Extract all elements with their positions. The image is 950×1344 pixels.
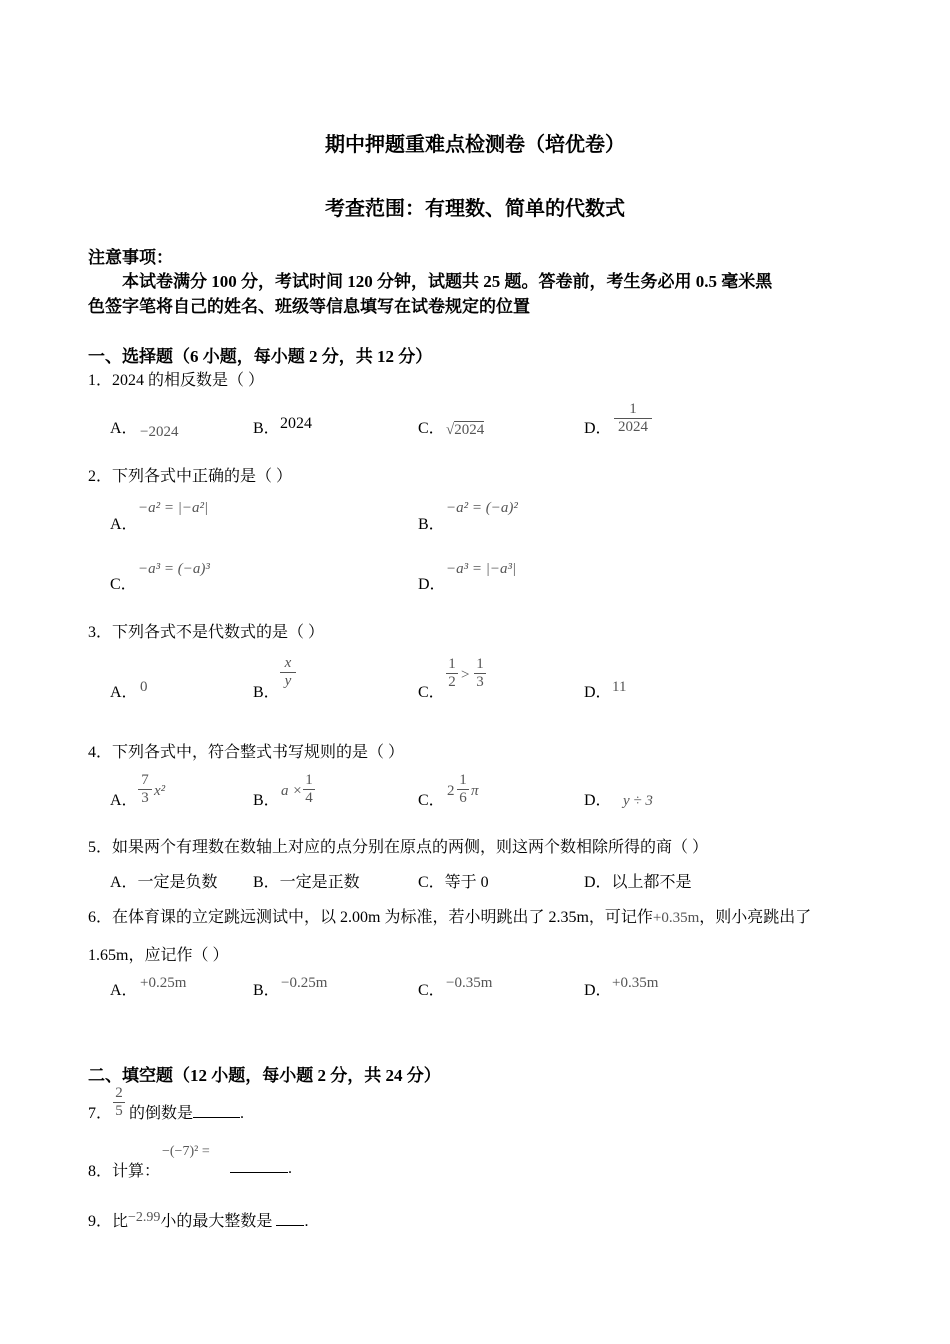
q2-option-d-math: −a³ = |−a³| [446,561,517,577]
q2-option-c-label: C． [110,576,137,593]
q7-number: 7． [88,1105,113,1122]
fraction-denominator: 2 [446,673,458,691]
q2-stem: 2．下列各式中正确的是（ ） [88,468,293,485]
q5-option-c: C．等于 0 [418,874,489,891]
fraction-denominator: 3 [474,673,486,691]
q6-stem-line-1 [88,904,811,927]
q3-option-a-math: 0 [140,679,148,695]
q3-option-c-fraction-1 [446,656,458,691]
q7-fraction [113,1085,125,1120]
q4-option-a-fraction [138,772,152,807]
notice-line-2: 色签字笔将自己的姓名、班级等信息填写在试卷规定的位置 [88,297,530,316]
notice-line-1: 本试卷满分 100 分，考试时间 120 分钟，试题共 25 题。答卷前，考生务必用 0.5 毫米黑 [122,272,773,291]
q9-answer-blank[interactable] [276,1211,304,1226]
q7-answer-blank[interactable] [193,1103,240,1118]
q4-option-c-tail: π [471,783,479,799]
fraction-numerator: 1 [459,772,467,788]
q1-option-d-fraction [614,401,652,436]
q1-option-c-math [446,422,484,439]
q2-option-d-label: D． [418,576,446,593]
q3-option-c-label: C． [418,684,445,701]
fraction-numerator: 1 [305,772,313,788]
fraction-denominator: y [280,672,296,690]
q6-option-d-label: D． [584,982,612,999]
q9-end: . [304,1213,309,1230]
q1-option-d-label: D． [584,420,612,437]
q9-math: −2.99 [128,1210,161,1225]
fraction-denominator: 6 [457,789,469,807]
q4-option-b-head: a × [281,783,303,799]
q6-option-a-math: +0.25m [140,975,187,991]
q1-option-b-text: 2024 [280,415,312,432]
q2-option-b-math: −a² = (−a)² [446,500,518,516]
q7-text [129,1100,244,1123]
q3-stem: 3．下列各式不是代数式的是（ ） [88,624,325,641]
q6-option-c-label: C． [418,982,445,999]
q6-option-d-math: +0.35m [612,975,659,991]
q9-line [88,1208,308,1231]
q7-end: . [240,1105,245,1122]
fraction-numerator: x [284,655,292,671]
q4-option-d-label: D． [584,792,612,809]
page-subtitle: 考查范围：有理数、简单的代数式 [325,198,625,220]
q4-option-b-fraction [303,772,315,807]
q2-option-b-label: B． [418,516,445,533]
fraction-numerator: 1 [476,656,484,672]
q6-stem-part-1: 6．在体育课的立定跳远测试中，以 2.00m 为标准，若小明跳出了 2.35m，可记作 [88,909,653,926]
q1-option-c-radicand: 2024 [454,422,485,438]
section-2-heading: 二、填空题（12 小题，每小题 2 分，共 24 分） [88,1066,441,1085]
q4-option-a-tail: x² [154,783,166,799]
q4-option-a-label: A． [110,792,138,809]
q8-answer [230,1158,292,1178]
q4-option-c-label: C． [418,792,445,809]
q6-option-c-math: −0.35m [446,975,493,991]
section-1-heading: 一、选择题（6 小题，每小题 2 分，共 12 分） [88,347,433,366]
q3-option-c-operator: > [461,667,470,683]
q7-text-label: 的倒数是 [129,1105,194,1122]
q8-end: . [288,1160,292,1177]
q4-option-b-label: B． [253,792,280,809]
q9-text: 小的最大整数是 [160,1213,273,1230]
q4-option-c-whole: 2 [447,783,455,799]
q8-math: −(−7)² = [162,1144,210,1159]
fraction-numerator: 2 [115,1085,123,1101]
q3-option-d-label: D． [584,684,612,701]
q3-option-a-label: A． [110,684,138,701]
q5-stem: 5．如果两个有理数在数轴上对应的点分别在原点的两侧，则这两个数相除所得的商（ ） [88,839,709,856]
q5-option-d: D．以上都不是 [584,874,692,891]
q6-stem-part-2: ，则小亮跳出了 [699,909,812,926]
q6-option-b-math: −0.25m [281,975,328,991]
q8-prefix: 8．计算： [88,1163,161,1180]
fraction-numerator: 1 [629,401,637,417]
q2-option-a-label: A． [110,516,138,533]
fraction-denominator: 4 [303,789,315,807]
fraction-denominator: 3 [138,789,152,807]
q2-option-c-math: −a³ = (−a)³ [138,561,210,577]
fraction-denominator: 2024 [614,418,652,436]
q6-option-b-label: B． [253,982,280,999]
q8-answer-blank[interactable] [230,1158,288,1173]
q5-option-a: A．一定是负数 [110,874,218,891]
q1-option-a-label: A． [110,420,138,437]
fraction-numerator: 1 [448,656,456,672]
q1-option-c-label: C． [418,420,445,437]
q4-stem: 4．下列各式中，符合整式书写规则的是（ ） [88,744,405,761]
q2-option-a-math: −a² = |−a²| [138,500,209,516]
q3-option-b-fraction [280,655,296,690]
q6-stem-line-2: 1.65m，应记作（ ） [88,947,229,964]
q1-stem: 1．2024 的相反数是（ ） [88,372,265,389]
sqrt-icon: √ [446,422,455,438]
fraction-numerator: 7 [141,772,149,788]
q3-option-b-label: B． [253,684,280,701]
q4-option-d-math: y ÷ 3 [623,793,653,809]
q9-prefix: 9．比 [88,1213,129,1230]
q4-option-c-fraction [457,772,469,807]
q5-option-b: B．一定是正数 [253,874,360,891]
fraction-denominator: 5 [113,1102,125,1120]
q6-option-a-label: A． [110,982,138,999]
notice-heading: 注意事项： [88,248,173,267]
q3-option-c-fraction-2 [474,656,486,691]
page-title: 期中押题重难点检测卷（培优卷） [325,134,625,156]
q3-option-d-math: 11 [612,679,627,695]
q1-option-b-label: B． [253,420,280,437]
q1-option-a-math: −2024 [140,424,179,440]
q6-stem-math: +0.35m [652,910,700,926]
